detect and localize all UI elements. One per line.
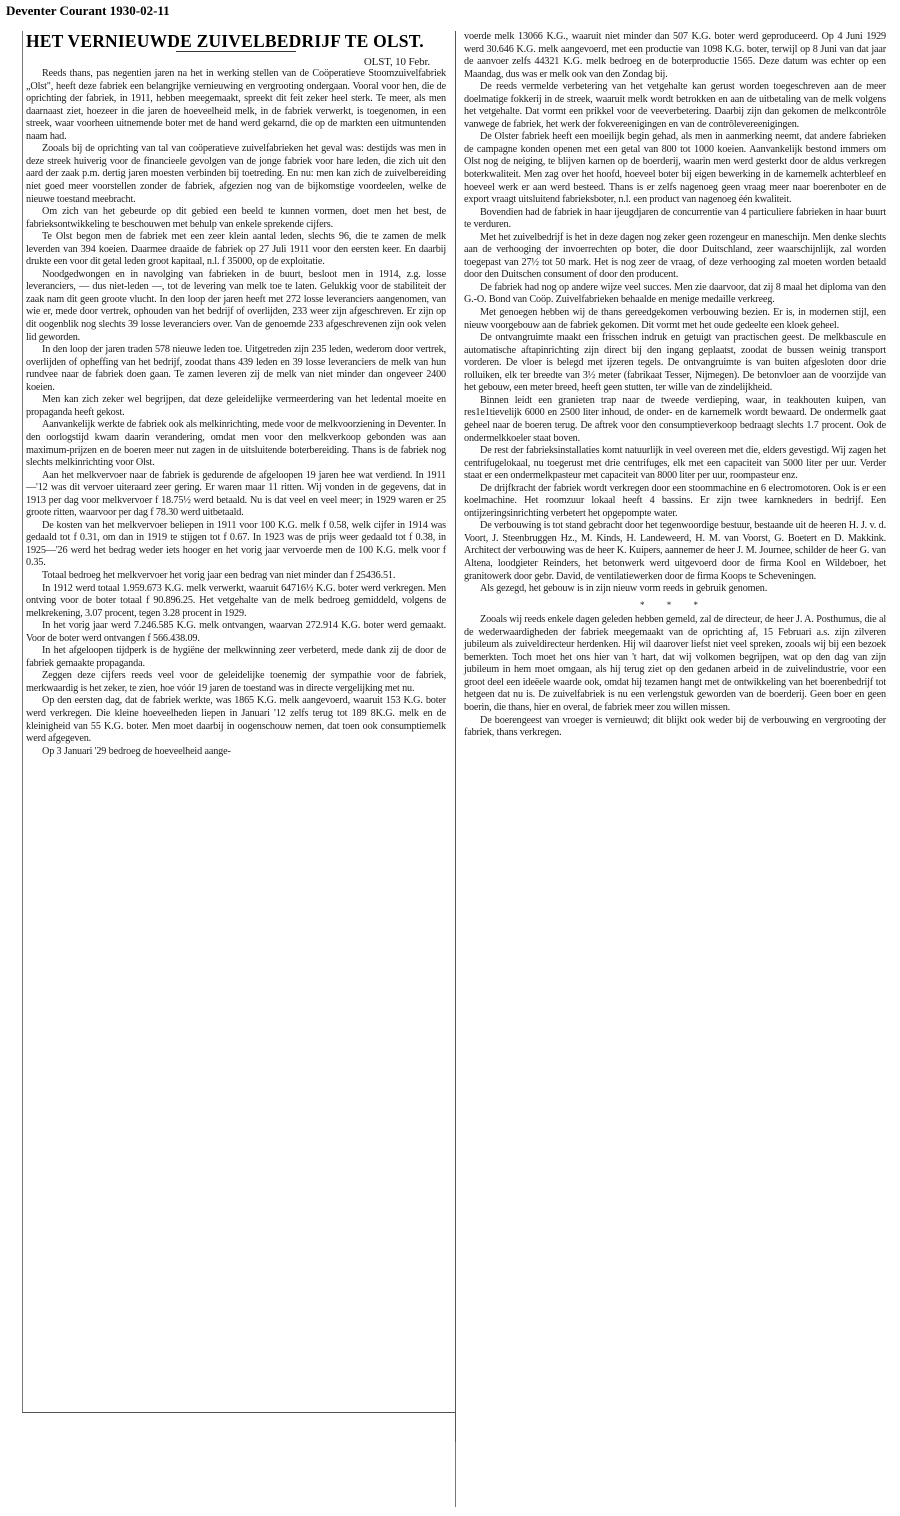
paragraph: De Olster fabriek heeft een moeilijk begin gehad, als men in aanmerking neemt, dat andere fabrieken de campagne konden openen met een getal van 800 tot 1000 koeien. Aanvankelijk bestond immers om Olst nog de neiging, te blijven karnen op de boerderij, waarin men werd gesterkt door de aldus verkregen boterkwaliteit. Men zag over het hoofd, hoeveel boter bij eigen bewerking in de karnemelk achterbleef en hoeveel werk er aan werd besteed. Thans is er zelfs nagenoeg geen vraag meer naar boerenboter en de export vraagt uitsluitend fabrieksboter, n.l. een product van nagenoeg één kwaliteit. (464, 131, 886, 206)
paragraph: Men kan zich zeker wel begrijpen, dat deze geleidelijke vermeerdering van het ledental moeite en propaganda heeft gekost. (26, 394, 446, 418)
newspaper-clipping (22, 31, 890, 1507)
paragraph: Binnen leidt een granieten trap naar de tweede verdieping, waar, in teakhouten kuipen, van res1e1tievelijk 6000 en 2500 liter inhoud, de onder- en de karnemelk wordt bewaard. De ondermelk gaat geheel naar de boeren terug. De aftrek voor den consumptieverkoop bedraagt slechts 1.7 procent. Ook de ondermelkkoeler staat boven. (464, 394, 886, 444)
paragraph: De rest der fabrieksinstallaties komt natuurlijk in veel overeen met die, elders gevestigd. Wij zagen het centrifugelokaal, nu toegerust met drie centrifuges, elk met een capaciteit van 5000 liter per uur. Verder staat er een ondermelkpasteur met capaciteit van 8000 liter per uur, roompasteur enz. (464, 445, 886, 482)
paragraph: In het vorig jaar werd 7.246.585 K.G. melk ontvangen, waarvan 272.914 K.G. boter werd gemaakt. Voor de boter werd ontvangen f 566.438.09. (26, 620, 446, 644)
section-separator: * * * (640, 599, 708, 610)
paragraph: Met het zuivelbedrijf is het in deze dagen nog zeker geen rozengeur en maneschijn. Men denke slechts aan de verhooging der invoerrechten op boter, die door Duitschland, zeer waarschijnlijk, zal worden toegepast van 27½ tot 50 mark. Het is nog zeer de vraag, of deze verhooging zal moeten worden betaald door den Duitschen consument of door den producent. (464, 231, 886, 281)
paragraph: De reeds vermelde verbetering van het vetgehalte kan gerust worden toegeschreven aan de meer doelmatige fokkerij in de streek, waaruit melk wordt betrokken en aan de uitbetaling van de melk volgens het vetgehalte. Dat vormt een prikkel voor de veeverbetering. Daarbij zijn dan gekomen de melkcontrôle vanwege de fabriek, het werk der fokvereenigingen en van de contrôlevereenigingen. (464, 81, 886, 130)
paragraph: De drijfkracht der fabriek wordt verkregen door een stoommachine en 6 electromotoren. Ook is er een koelmachine. Het roomzuur lokaal heeft 4 bassins. Er zijn twee karnkneders in bedrijf. Een ontijzeringsinrichting verbetert het opgepompte water. (464, 482, 886, 519)
paragraph: In 1912 werd totaal 1.959.673 K.G. melk verwerkt, waaruit 64716½ K.G. boter werd verkregen. Men ontving voor de boter totaal f 90.896.25. Het vetgehalte van de melk bedroeg gemiddeld, volgens de melkrekening, 3.07 procent, tegen 3.28 procent in 1929. (26, 582, 446, 619)
paragraph: De verbouwing is tot stand gebracht door het tegenwoordige bestuur, bestaande uit de heeren H. J. v. d. Voort, J. Steenbruggen Hz., M. Kinds, H. Landeweerd, H. M. van Voorst, G. Boetert en D. Makkink. Architect der verbouwing was de heer K. Kuipers, aannemer de heer J. M. Journee, schilder de heer G. van Altena, loodgieter Reinders, het betonwerk werd uitgevoerd door de firma Kool en Wildeboer, het granitowerk door gebr. David, de ventilatiewerken door de firma Koops te Scheveningen. (464, 520, 886, 582)
paragraph: Bovendien had de fabriek in haar ijeugdjaren de concurrentie van 4 particuliere fabrieken in haar buurt te verduren. (464, 206, 886, 231)
paragraph: Zeggen deze cijfers reeds veel voor de geleidelijke toenemig der sympathie voor de fabriek, merkwaardig is het zeker, te zien, hoe vóór 19 jaren de toestand was in directe vergelijking met nu. (26, 670, 446, 694)
paragraph: Totaal bedroeg het melkvervoer het vorig jaar een bedrag van niet minder dan f 25436.51. (42, 569, 396, 581)
paragraph: De boerengeest van vroeger is vernieuwd; dit blijkt ook weder bij de verbouwing en vergrooting der fabriek, thans verkregen. (464, 714, 886, 739)
paragraph: Noodgedwongen en in navolging van fabrieken in de buurt, besloot men in 1914, z.g. losse leveranciers, — dus niet-leden —, tot de levering van melk toe te laten. Gelukkig voor de stabiliteit der zaak nam dit geen groote vlucht. In den loop der jaren heeft met 272 losse leveranciers aangenomen, van wie er, mede door vertrek, ophouden van het bedrijf of overlijden, 233 weer zijn afgeschreven. Er zijn op dit oogenblik nog slechts 39 losse leveranciers over. Van de genoemde 233 afgeschrevenen zijn ook velen lid geworden. (26, 268, 446, 343)
paragraph: Aan het melkvervoer naar de fabriek is gedurende de afgeloopen 19 jaren hee wat verdiend. In 1911—'12 was dit vervoer uiteraard zeer gering. Er waren maar 11 ritten. Wij vonden in de gegevens, dat in 1913 per dag voor melkvervoer f 18.75½ werd betaald. Nu is dat veel en veel meer; in 1929 waren er 25 groote ritten, waarvoor per dag f 78.30 werd uitbetaald. (26, 469, 446, 519)
paragraph: In het afgeloopen tijdperk is de hygiëne der melkwinning zeer verbeterd, mede dank zij de door de fabriek gemaakte propaganda. (26, 645, 446, 669)
paragraph: Reeds thans, pas negentien jaren na het in werking stellen van de Coöperatieve Stoomzuivelfabriek „Olst", heeft deze fabriek een belangrijke vernieuwing en vergrooting ondergaan. Vooral voor hen, die de oprichting der fabriek, in 1911, hebben meegemaakt, spreekt dit feit zeker heel sterk. Te meer, als men daarnaast ziet, hoezeer in die jaren de hoeveelheid melk, in de fabriek verwerkt, is toegenomen, in een streek, waar voorheen uitnemende boter met de hand werd gekarnd, die op de markten een uitmuntenden naam had. (26, 68, 446, 142)
paragraph: Met genoegen hebben wij de thans gereedgekomen verbouwing bezien. Er is, in modernen stijl, een nieuw voorgebouw aan de fabriek gekomen. Dit vormt met het oude gedeelte een kloek geheel. (464, 307, 886, 331)
paragraph: Te Olst begon men de fabriek met een zeer klein aantal leden, slechts 96, die te zamen de melk leverden van 394 koeien. Daarmee draaide de fabriek op 27 Juli 1911 voor den eersten keer. En daarbij drukte een voor dit getal leden groot kapitaal, n.l. f 35000, op de exploitatie. (26, 231, 446, 268)
masthead: Deventer Courant 1930-02-11 (6, 3, 170, 18)
paragraph: De ontvangruimte maakt een frisschen indruk en getuigt van practischen geest. De melkbascule en automatische aftapinrichting zijn direct bij den ingang geplaatst, zoodat de bussen weinig transport vorderen. De vloer is belegd met ijzeren tegels. De ontvangruimte is van buiten afgesloten door drie rolluiken, elk ter breedte van 3½ meter (fabrikaat Tesser, Nijmegen). De betonvloer aan de voorzijde van het gebouw, een meter breed, heeft geen stutten, ter wille van de zindelijkheid. (464, 332, 886, 394)
paragraph: In den loop der jaren traden 578 nieuwe leden toe. Uitgetreden zijn 235 leden, wederom door vertrek, overlijden of opheffing van het bedrijf, zoodat thans 439 leden en 39 losse leveranciers de melk van hun rundvee naar de fabriek doen gaan. Te zamen leveren zij de melk van niet minder dan ongeveer 2400 koeien. (26, 344, 446, 393)
article-headline: HET VERNIEUWDE ZUIVELBEDRIJF TE OLST. (26, 31, 424, 51)
paragraph: Op den eersten dag, dat de fabriek werkte, was 1865 K.G. melk aangevoerd, waaruit 153 K.G. boter werd verkregen. Die kleine hoeveelheden liepen in Januari '12 zelfs terug tot 189 8K.G. melk en de kleinigheid van 55 K.G. boter. Men moet daarbij in oogenschouw nemen, dat toen ook consumptiemelk werd afgegeven. (26, 695, 446, 745)
paragraph: De fabriek had nog op andere wijze veel succes. Men zie daarvoor, dat zij 8 maal het diploma van den G.-O. Bond van Coöp. Zuivelfabrieken behaalde en menige medaille verkreeg. (464, 281, 886, 306)
paragraph: Aanvankelijk werkte de fabriek ook als melkinrichting, mede voor de melkvoorziening in Deventer. In den oorlogstijd kwam daarin verandering, omdat men voor den melkverkoop gebonden was aan maximum-prijzen en de boeren meer nut zagen in de uitsluitende boterbereiding. Thans is de fabriek nog slechts melkinrichting voor Olst. (26, 419, 446, 469)
paragraph: De kosten van het melkvervoer beliepen in 1911 voor 100 K.G. melk f 0.58, welk cijfer in 1914 was gedaald tot f 0.31, om dan in 1919 te stijgen tot f 0.67. In 1923 was de prijs weer gedaald tot f 0.38, in 1925—'26 werd het bedrag weder iets hooger en het vorig jaar vervoerde men de 100 K.G. melk voor f 0.35. (26, 519, 446, 569)
paragraph: Om zich van het gebeurde op dit gebied een beeld te kunnen vormen, doet men het best, de fabrieksontwikkeling te beschouwen met behulp van enkele sprekende cijfers. (26, 206, 446, 230)
paragraph: voerde melk 13066 K.G., waaruit niet minder dan 507 K.G. boter werd geproduceerd. Op 4 Juni 1929 werd 30.646 K.G. melk aangevoerd, met een productie van 1098 K.G. boter, terwijl op 8 Juni van dat jaar de aanvoer zelfs 44321 K.G. melk bedroeg en de boterproductie 1565. Deze datum was echter op een Maandag, dus was er melk ook van den Zondag bij. (464, 31, 886, 80)
left-column (22, 31, 450, 1411)
paragraph: Zooals wij reeds enkele dagen geleden hebben gemeld, zal de directeur, de heer J. A. Posthumus, die al de wederwaardigheden der fabriek meegemaakt van de oprichting af, 15 Februari a.s. zijn zilveren jubileum als zuiveldirecteur herdenken. Hij wil daarover liefst niet veel spreken, zooals wij bij een bezoek bemerkten. Toch moet het ons hier van 't hart, dat wij volkomen begrijpen, wat op den dag van zijn jubileum in hem moet omgaan, als hij terug ziet op den gedanen arbeid in de zuivelindustrie, voor een groot deel een ideëele waarde ook, omdat hij tezamen hangt met de ontwikkeling van het boerenbedrijf tot hetgeen dat nu is. De zuivelfabriek is nu een verlengstuk geworden van de boerderij. Geen boer en geen boerin, die thans, hier en overal, de fabriek meer zou willen missen. (464, 614, 886, 713)
column-divider (455, 31, 456, 1507)
left-column-bottom-rule (22, 1412, 456, 1413)
right-column (460, 31, 888, 1507)
paragraph: Als gezegd, het gebouw is in zijn nieuw vorm reeds in gebruik genomen. (480, 583, 768, 595)
paragraph: Op 3 Januari '29 bedroeg de hoeveelheid aange- (42, 745, 231, 757)
dateline: OLST, 10 Febr. (363, 55, 430, 68)
paragraph: Zooals bij de oprichting van tal van coöperatieve zuivelfabrieken het geval was: destijds was men in deze streek huiverig voor de financieele gevolgen van de jonge fabriek voor hare leden, die zich uit den aard der zaak p.m. dertig jaren moesten verbinden bij toetreding. En nu: men kan zich de zuivelbereiding niet goed meer voorstellen zonder de fabriek, afgezien nog van de bijkomstige voordeelen, welke de nieuwe toestand meebracht. (26, 143, 446, 205)
